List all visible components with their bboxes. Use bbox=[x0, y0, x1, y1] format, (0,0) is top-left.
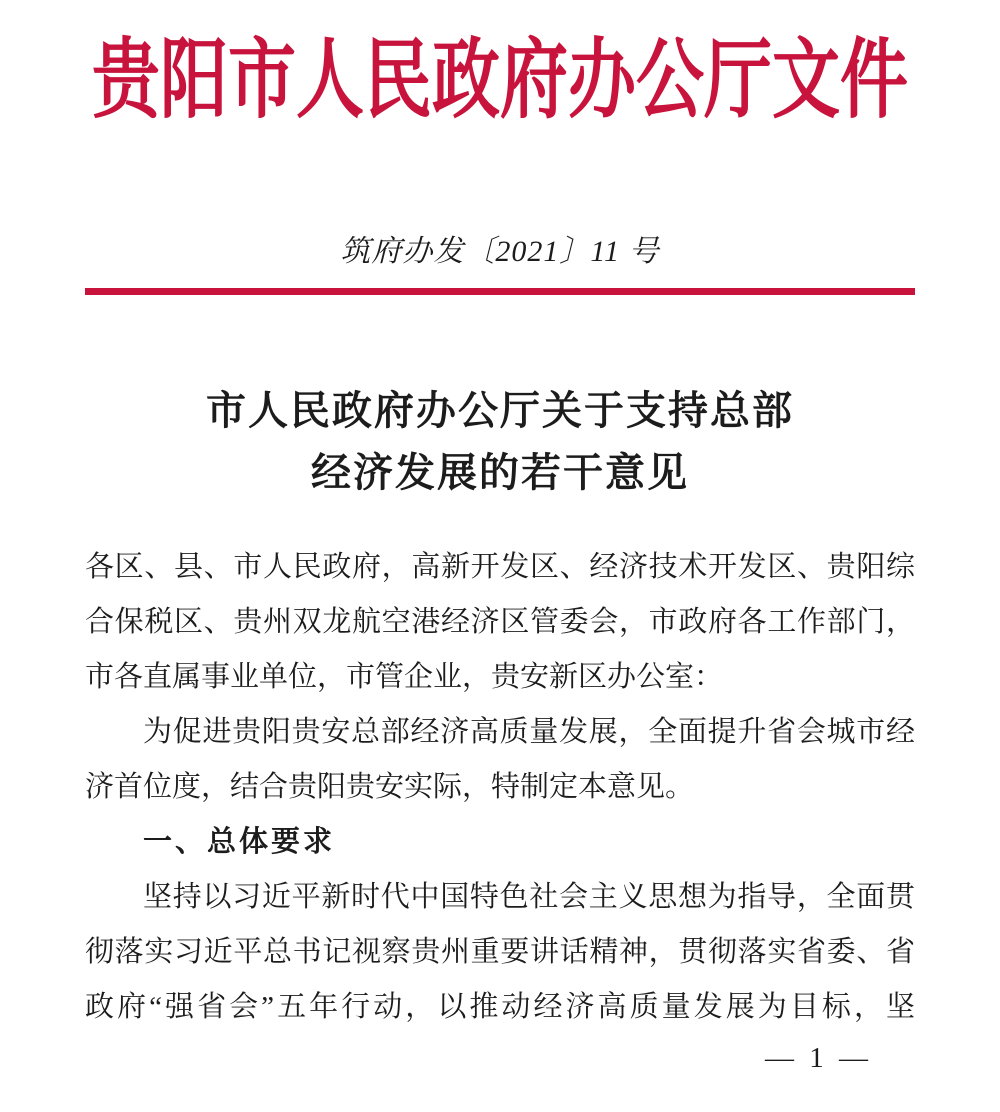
body-line-guidance-1: 坚持以习近平新时代中国特色社会主义思想为指导，全面贯 bbox=[143, 881, 915, 913]
body-line-guidance-3: 政府“强省会”五年行动，以推动经济高质量发展为目标，坚 bbox=[85, 991, 915, 1023]
body-line-addressees-1: 各区、县、市人民政府，高新开发区、经济技术开发区、贵阳综 bbox=[85, 551, 915, 583]
body-line-purpose-1: 为促进贵阳贵安总部经济高质量发展，全面提升省会城市经 bbox=[143, 716, 915, 748]
document-title bbox=[0, 380, 1000, 504]
document-title-line-1: 市人民政府办公厅关于支持总部 bbox=[206, 388, 794, 433]
body-line-purpose-2: 济首位度，结合贵阳贵安实际，特制定本意见。 bbox=[85, 771, 695, 803]
letterhead-agency-title: 贵阳市人民政府办公厅文件 bbox=[91, 31, 908, 129]
body-line-addressees-3: 市各直属事业单位，市管企业，贵安新区办公室： bbox=[85, 661, 724, 693]
body-line-guidance-2: 彻落实习近平总书记视察贵州重要讲话精神，贯彻落实省委、省 bbox=[85, 936, 915, 968]
page-number: — 1 — bbox=[765, 1042, 872, 1074]
red-separator-rule bbox=[85, 288, 915, 295]
document-body bbox=[85, 540, 915, 1035]
document-title-line-2: 经济发展的若干意见 bbox=[311, 450, 689, 495]
document-reference-number: 筑府办发〔2021〕11 号 bbox=[340, 235, 660, 268]
body-line-addressees-2: 合保税区、贵州双龙航空港经济区管委会，市政府各工作部门， bbox=[85, 606, 915, 638]
section-heading-overall-requirements: 一、总体要求 bbox=[143, 826, 336, 858]
